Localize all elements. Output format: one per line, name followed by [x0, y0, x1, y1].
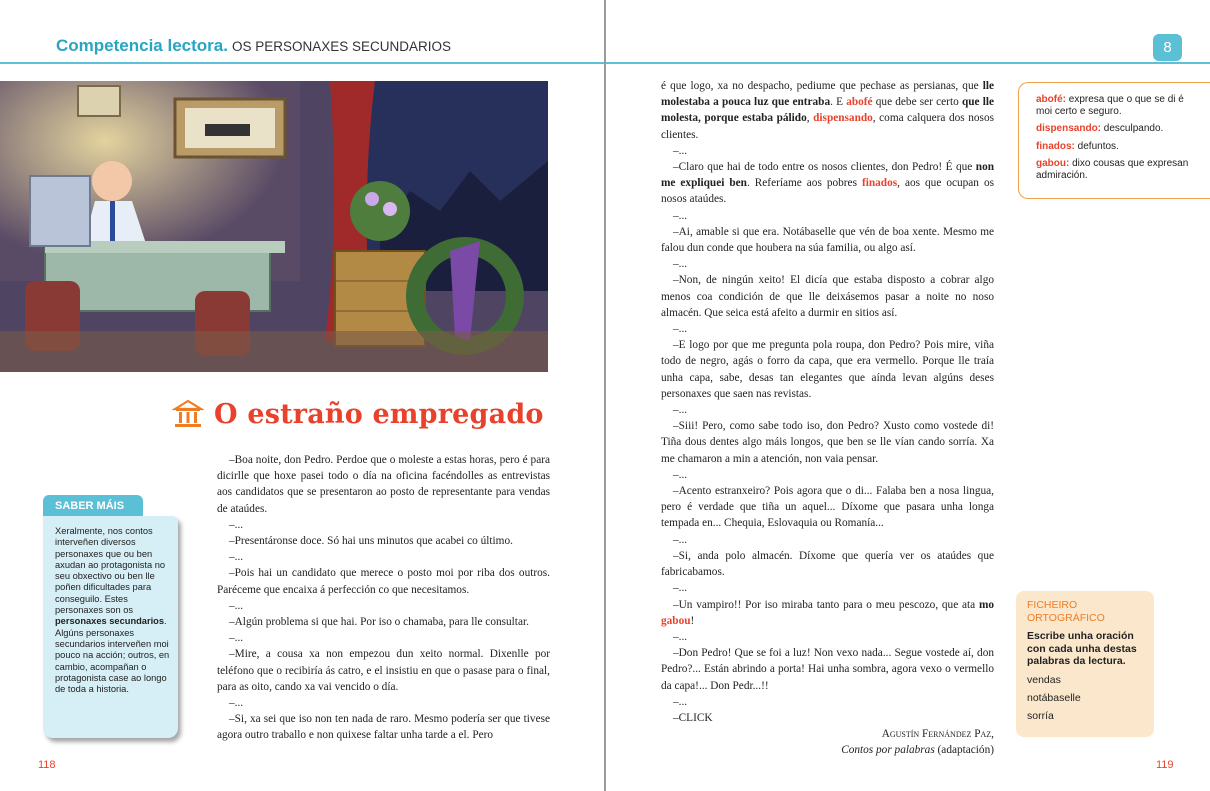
dialogue-ellipsis: –...	[229, 632, 244, 645]
ficheiro-word: sorría	[1027, 709, 1054, 722]
glossary-entry	[1036, 94, 1202, 118]
paragraph: –Presentáronse doce. Só hai uns minutos que acabei co último.	[229, 535, 513, 548]
source-note: (adaptación)	[934, 744, 994, 757]
text-run: é que logo, xa no despacho, pediume que pechase as persianas, que	[661, 80, 983, 92]
museum-icon	[172, 398, 204, 430]
header-rule-left	[0, 62, 604, 64]
paragraph: –Ai, amable si que era. Notábaselle que vén de boa xente. Mesmo me falou dun conde que houbera na súa familia, ou algo así.	[661, 225, 994, 255]
saber-mais-tab: SABER MÁIS	[43, 495, 143, 518]
saber-mais-text-c: . Algúns personaxes secundarios interveñen moi pouco na acción; outros, en cambio, acompañan o protagonista case ao longo de toda a historia.	[55, 616, 170, 695]
text-run: ,	[806, 112, 814, 125]
section-title: Competencia lectora.	[56, 36, 228, 55]
story-text-left-column	[217, 452, 550, 744]
text-run: que debe ser certo	[872, 96, 962, 109]
highlighted-text: que lle molesta, porque estaba pálido	[661, 96, 995, 125]
dialogue-ellipsis: –...	[229, 697, 244, 710]
glossary-box	[1018, 82, 1210, 199]
text-run: . E	[830, 96, 847, 109]
dialogue-ellipsis: –...	[229, 551, 244, 564]
office-scene-illustration	[0, 81, 548, 372]
text-run: . Referíame aos pobres	[746, 177, 862, 190]
highlighted-text: non me expliquei ben	[661, 161, 994, 190]
glossary-entry	[1036, 123, 1202, 135]
saber-mais-text-a: Xeralmente, nos contos interveñen diversos personaxes que ou ben axudan ao protagonista no seu obxectivo ou ben lle poñen dificultades para conseguilo. Estes personaxes son os	[55, 526, 166, 616]
paragraph	[661, 159, 994, 208]
dialogue-ellipsis: –...	[673, 258, 688, 271]
dialogue-ellipsis: –...	[229, 599, 244, 612]
section-subtitle: OS PERSONAXES SECUNDARIOS	[231, 39, 452, 54]
paragraph: –CLICK	[673, 711, 713, 724]
source-citation	[661, 742, 994, 758]
saber-mais-keyword: personaxes secundarios	[55, 616, 165, 627]
dialogue-ellipsis: –...	[673, 404, 688, 417]
saber-mais-box	[43, 516, 178, 738]
glossary-term: dispensando:	[1036, 123, 1102, 135]
glossary-definition: desculpando.	[1101, 123, 1164, 135]
ficheiro-word: notábaselle	[1027, 691, 1081, 704]
text-run: –Un vampiro!! Por iso miraba tanto para o meu pescozo, que ata	[673, 598, 979, 611]
glossary-term: finados:	[1036, 140, 1075, 152]
paragraph: –Boa noite, don Pedro. Perdoe que o moleste a estas horas, pero é para dicirlle que hoxe pasei todo o día na oficina facéndolles as entrevistas aos candidatos que se presentaron ao posto de representante para vendas de ataúdes.	[217, 454, 550, 515]
glossary-word: finados	[861, 177, 898, 190]
paragraph	[661, 78, 994, 143]
dialogue-ellipsis: –...	[673, 695, 688, 708]
page-header	[56, 36, 451, 56]
dialogue-ellipsis: –...	[673, 582, 688, 595]
paragraph: –Algún problema si que hai. Por iso o chamaba, para lle consultar.	[229, 616, 529, 629]
glossary-term: gabou:	[1036, 157, 1070, 169]
story-text-right-column	[661, 78, 994, 759]
paragraph: –Acento estranxeiro? Pois agora que o di... Falaba ben a nosa lingua, pero é verdade que tiña un aquel... Díxome que pasara unha longa tempada en... Chequia, Eslovaquia ou Romanía...	[661, 485, 994, 530]
highlighted-text: lle molestaba a pouca luz que entraba	[661, 80, 994, 109]
text-run: –Claro que hai de todo entre os nosos clientes, don Pedro! É que	[673, 161, 976, 174]
ficheiro-title: FICHEIRO ORTOGRÁFICO	[1027, 599, 1105, 624]
paragraph: –Si, anda polo almacén. Díxome que quería ver os ataúdes que fabricabamos.	[661, 549, 994, 579]
paragraph: –Don Pedro! Que se foi a luz! Non vexo nada... Segue vostede aí, don Pedro?... Están abrindo a porta! Hai unha sombra, agora vexo o vermello da capa!... Don Pedr...!!	[661, 647, 994, 692]
unit-number-badge: 8	[1153, 34, 1182, 61]
dialogue-ellipsis: –...	[673, 533, 688, 546]
dialogue-ellipsis: –...	[229, 518, 244, 531]
page-number-left: 118	[38, 759, 56, 771]
ficheiro-instruction: Escribe unha oración con cada unha destas palabras da lectura.	[1027, 630, 1137, 667]
text-run: !	[690, 614, 695, 627]
paragraph: –E logo por que me pregunta pola roupa, don Pedro? Pois mire, viña todo de negro, agás o forro da capa, que era vermello. Porque lle traía unha capa, sabe, desas tan elegantes que aínda levan algúns deses personaxes que saen nas revistas.	[661, 339, 994, 400]
paragraph: –Mire, a cousa xa non empezou dun xeito normal. Dixenlle por teléfono que o recibiría ás catro, e el insistiu en que o pasase para o final, para as oito, cando xa vai vencido o día.	[217, 648, 550, 693]
glossary-entry	[1036, 141, 1202, 153]
ficheiro-ortografico-box	[1016, 591, 1154, 737]
source-title: Contos por palabras	[841, 744, 935, 757]
text-run: , coma calquera dos nosos clientes.	[661, 112, 994, 141]
story-title: O estraño empregado	[214, 398, 544, 430]
highlighted-text: mo	[978, 598, 994, 611]
author-name: Agustín Fernández Paz,	[881, 728, 994, 741]
header-rule-right	[606, 62, 1210, 64]
paragraph: –Pois hai un candidato que merece o posto moi por riba dos outros. Paréceme que encaixa á perfección co que necesitamos.	[217, 567, 550, 596]
glossary-definition: dixo cousas que expresan admiración.	[1036, 157, 1189, 182]
story-title-block	[172, 398, 544, 430]
paragraph: –Non, de ningún xeito! El dicía que estaba disposto a cobrar algo menos coa condición de que lle deixásemos pasar a noite no noso almacén. Que seica está afeito a durmir en sitios así.	[661, 274, 994, 319]
dialogue-ellipsis: –...	[673, 209, 688, 222]
glossary-definition: expresa que o que se di é moi certo e seguro.	[1036, 94, 1184, 118]
glossary-word: dispensando	[813, 112, 873, 125]
dialogue-ellipsis: –...	[673, 630, 688, 643]
paragraph: –Siii! Pero, como sabe todo iso, don Pedro? Xusto como vostede di! Tiña dous dentes algo máis longos, que ben se lle vían cando sorría. Xa me chamaron a min a atención, non vaia pensar.	[661, 420, 994, 465]
glossary-word: gabou	[661, 614, 691, 627]
page-number-right: 119	[1156, 759, 1174, 771]
glossary-word: abofé	[846, 96, 873, 109]
paragraph: –Si, xa sei que iso non ten nada de raro. Mesmo podería ser que tivese agora outro traballo e non quixese faltar unha tarde a el. Pero	[217, 713, 550, 742]
glossary-definition: defuntos.	[1074, 140, 1119, 152]
story-illustration	[0, 81, 548, 372]
paragraph	[661, 597, 994, 629]
glossary-term: abofé:	[1036, 94, 1066, 105]
ficheiro-word: vendas	[1027, 673, 1061, 686]
dialogue-ellipsis: –...	[673, 323, 688, 336]
book-spine	[604, 0, 606, 791]
text-run: , aos que ocupan os nosos ataúdes.	[661, 177, 994, 206]
glossary-entry	[1036, 158, 1202, 182]
dialogue-ellipsis: –...	[673, 468, 688, 481]
dialogue-ellipsis: –...	[673, 144, 688, 157]
